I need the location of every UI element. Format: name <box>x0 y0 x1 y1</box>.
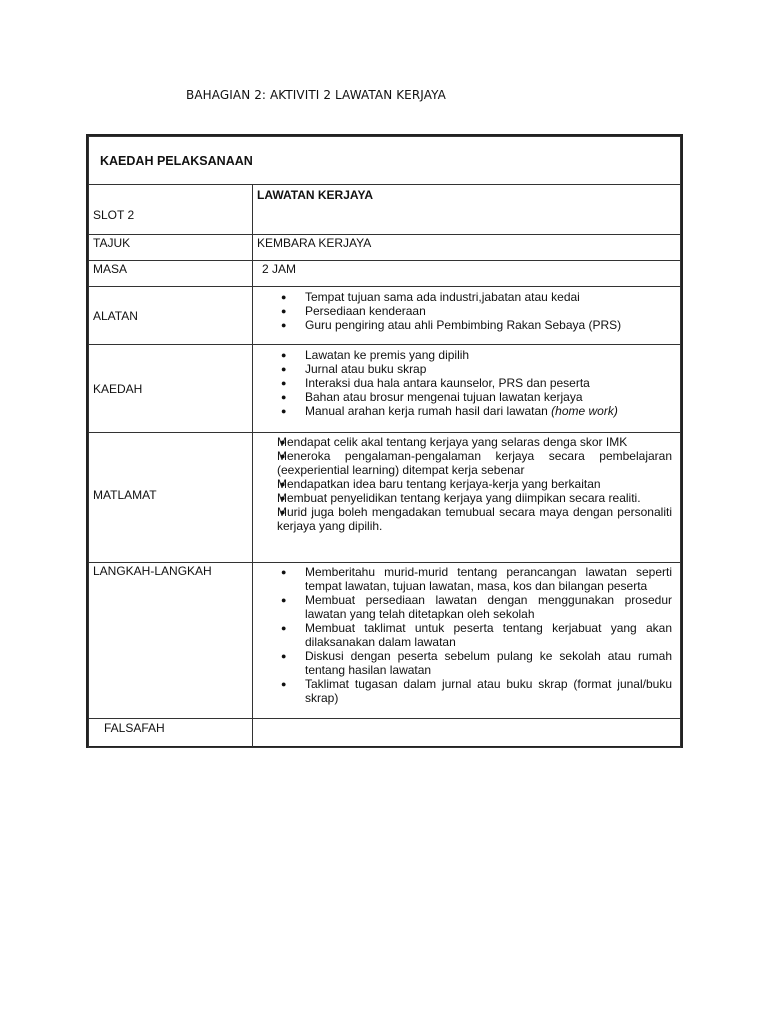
table-row <box>89 345 681 433</box>
tajuk-value: KEMBARA KERJAYA <box>253 235 681 261</box>
matlamat-list <box>253 433 680 536</box>
list-item: ● Taklimat tugasan dalam jurnal atau buku skrap (format junal/buku skrap) <box>253 677 672 705</box>
falsafah-label: FALSAFAH <box>89 719 253 748</box>
table-row <box>89 235 681 261</box>
list-item: ● Jurnal atau buku skrap <box>253 362 672 376</box>
list-item: ● Persediaan kenderaan <box>253 304 672 318</box>
list-item: ● Mendapatkan idea baru tentang kerjaya-kerja yang berkaitan <box>253 477 672 491</box>
matlamat-label: MATLAMAT <box>89 433 253 563</box>
table-row <box>89 433 681 563</box>
alatan-list <box>253 287 680 335</box>
langkah-cell <box>253 563 681 719</box>
kaedah-label: KAEDAH <box>89 345 253 433</box>
table-row <box>89 137 681 185</box>
list-item: ● Interaksi dua hala antara kaunselor, PRS dan peserta <box>253 376 672 390</box>
page-heading: BAHAGIAN 2: AKTIVITI 2 LAWATAN KERJAYA <box>186 88 446 102</box>
list-item: ● Tempat tujuan sama ada industri,jabatan atau kedai <box>253 290 672 304</box>
langkah-list <box>253 563 680 708</box>
kaedah-list <box>253 345 680 421</box>
masa-value: 2 JAM <box>253 261 681 287</box>
table-row <box>89 185 681 235</box>
list-item: ● Membuat persediaan lawatan dengan menggunakan prosedur lawatan yang telah ditetapkan oleh sekolah <box>253 593 672 621</box>
table-row <box>89 719 681 748</box>
table-row <box>89 563 681 719</box>
list-item: ● Mendapat celik akal tentang kerjaya yang selaras denga skor IMK <box>253 435 672 449</box>
list-item: ● Membuat taklimat untuk peserta tentang kerjabuat yang akan dilaksanakan dalam lawatan <box>253 621 672 649</box>
section-title: KAEDAH PELAKSANAAN <box>89 137 681 185</box>
activity-table <box>88 136 681 748</box>
falsafah-value <box>253 719 681 748</box>
alatan-cell <box>253 287 681 345</box>
list-item: ● Murid juga boleh mengadakan temubual secara maya dengan personaliti kerjaya yang dipilih. <box>253 505 672 533</box>
langkah-label: LANGKAH-LANGKAH <box>89 563 253 719</box>
slot-label: SLOT 2 <box>89 185 253 235</box>
table-row <box>89 287 681 345</box>
masa-label: MASA <box>89 261 253 287</box>
list-item: ● Lawatan ke premis yang dipilih <box>253 348 672 362</box>
list-item: ● Bahan atau brosur mengenai tujuan lawatan kerjaya <box>253 390 672 404</box>
list-item: ● Memberitahu murid-murid tentang perancangan lawatan seperti tempat lawatan, tujuan lawatan, masa, kos dan bilangan peserta <box>253 565 672 593</box>
list-item-text: Manual arahan kerja rumah hasil dari lawatan <box>305 404 548 418</box>
list-item: ● Meneroka pengalaman-pengalaman kerjaya secara pembelajaran (eexperiential learning) ditempat kerja sebenar <box>253 449 672 477</box>
list-item: ● Membuat penyelidikan tentang kerjaya yang diimpikan secara realiti. <box>253 491 672 505</box>
matlamat-cell <box>253 433 681 563</box>
table-row <box>89 261 681 287</box>
list-item: ● Diskusi dengan peserta sebelum pulang ke sekolah atau rumah tentang hasilan lawatan <box>253 649 672 677</box>
slot-value: LAWATAN KERJAYA <box>253 185 681 235</box>
kaedah-cell <box>253 345 681 433</box>
list-item: ● Guru pengiring atau ahli Pembimbing Rakan Sebaya (PRS) <box>253 318 672 332</box>
tajuk-label: TAJUK <box>89 235 253 261</box>
alatan-label: ALATAN <box>89 287 253 345</box>
home-work-note: (home work) <box>551 404 618 418</box>
list-item <box>253 404 672 418</box>
